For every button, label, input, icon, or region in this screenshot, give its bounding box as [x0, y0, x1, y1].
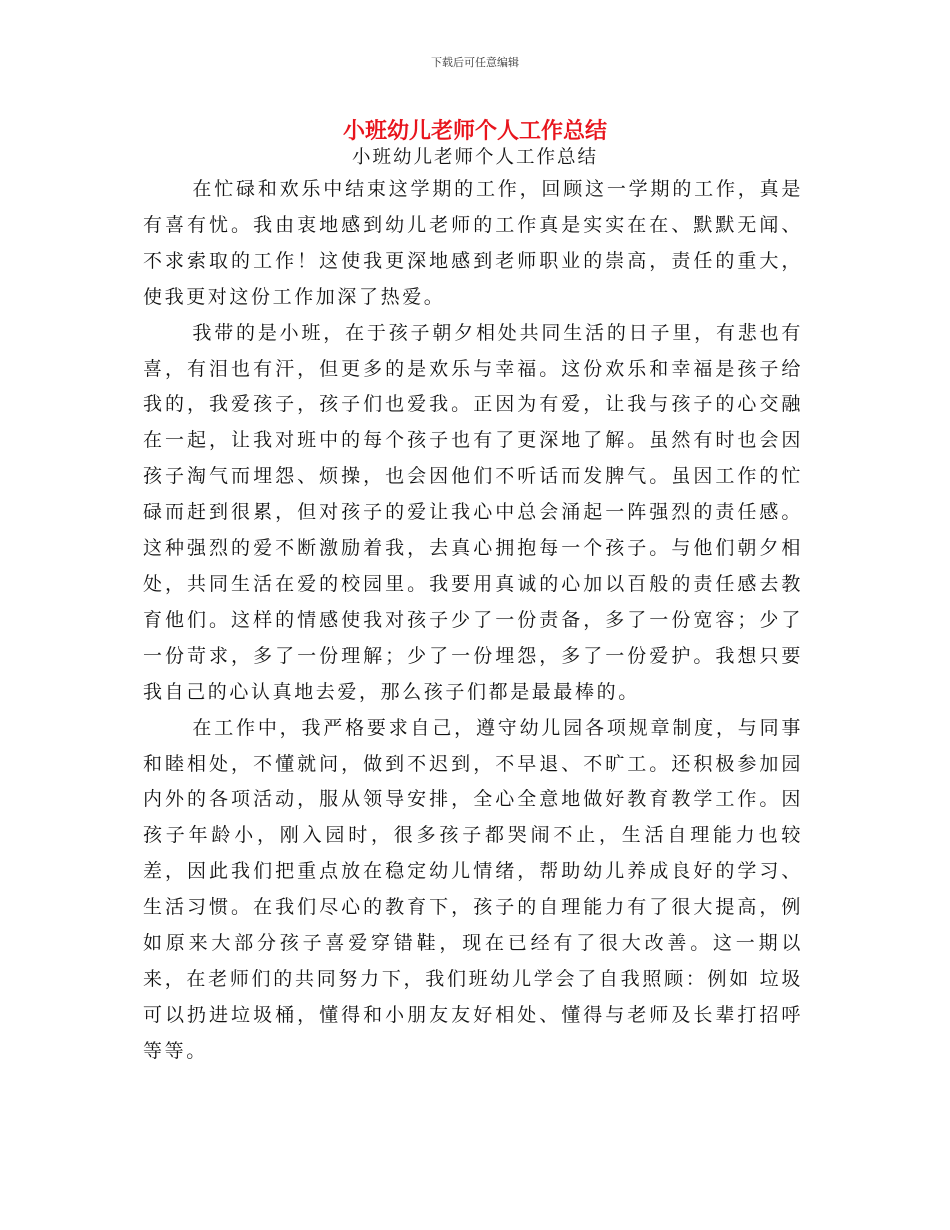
header-note: 下载后可任意编辑	[431, 56, 519, 69]
paragraph-1: 在忙碌和欢乐中结束这学期的工作，回顾这一学期的工作，真是有喜有忧。我由衷地感到幼儿老师的工作真是实实在在、默默无闻、不求索取的工作！这使我更深地感到老师职业的崇高，责任的重大，使我更对这份工作加深了热爱。	[143, 178, 803, 308]
document-title: 小班幼儿老师个人工作总结	[342, 119, 607, 144]
document-body	[143, 172, 803, 1070]
paragraph-3: 在工作中，我严格要求自己，遵守幼儿园各项规章制度，与同事和睦相处，不懂就问，做到不迟到，不早退、不旷工。还积极参加园内外的各项活动，服从领导安排，全心全意地做好教育教学工作。因孩子年龄小，刚入园时，很多孩子都哭闹不止，生活自理能力也较差，因此我们把重点放在稳定幼儿情绪，帮助幼儿养成良好的学习、生活习惯。在我们尽心的教育下，孩子的自理能力有了很大提高，例如原来大部分孩子喜爱穿错鞋，现在已经有了很大改善。这一期以来，在老师们的共同努力下，我们班幼儿学会了自我照顾：例如 垃圾可以扔进垃圾桶，懂得和小朋友友好相处、懂得与老师及长辈打招呼等等。	[143, 716, 803, 1062]
document-subtitle: 小班幼儿老师个人工作总结	[351, 147, 598, 168]
paragraph-2: 我带的是小班，在于孩子朝夕相处共同生活的日子里，有悲也有喜，有泪也有汗，但更多的是欢乐与幸福。这份欢乐和幸福是孩子给我的，我爱孩子，孩子们也爱我。正因为有爱，让我与孩子的心交融在一起，让我对班中的每个孩子也有了更深地了解。虽然有时也会因孩子淘气而埋怨、烦操，也会因他们不听话而发脾气。虽因工作的忙碌而赶到很累，但对孩子的爱让我心中总会涌起一阵强烈的责任感。这种强烈的爱不断激励着我，去真心拥抱每一个孩子。与他们朝夕相处，共同生活在爱的校园里。我要用真诚的心加以百般的责任感去教育他们。这样的情感使我对孩子少了一份责备，多了一份宽容；少了一份苛求，多了一份理解；少了一份埋怨，多了一份爱护。我想只要我自己的心认真地去爱，那么孩子们都是最最棒的。	[143, 321, 803, 703]
